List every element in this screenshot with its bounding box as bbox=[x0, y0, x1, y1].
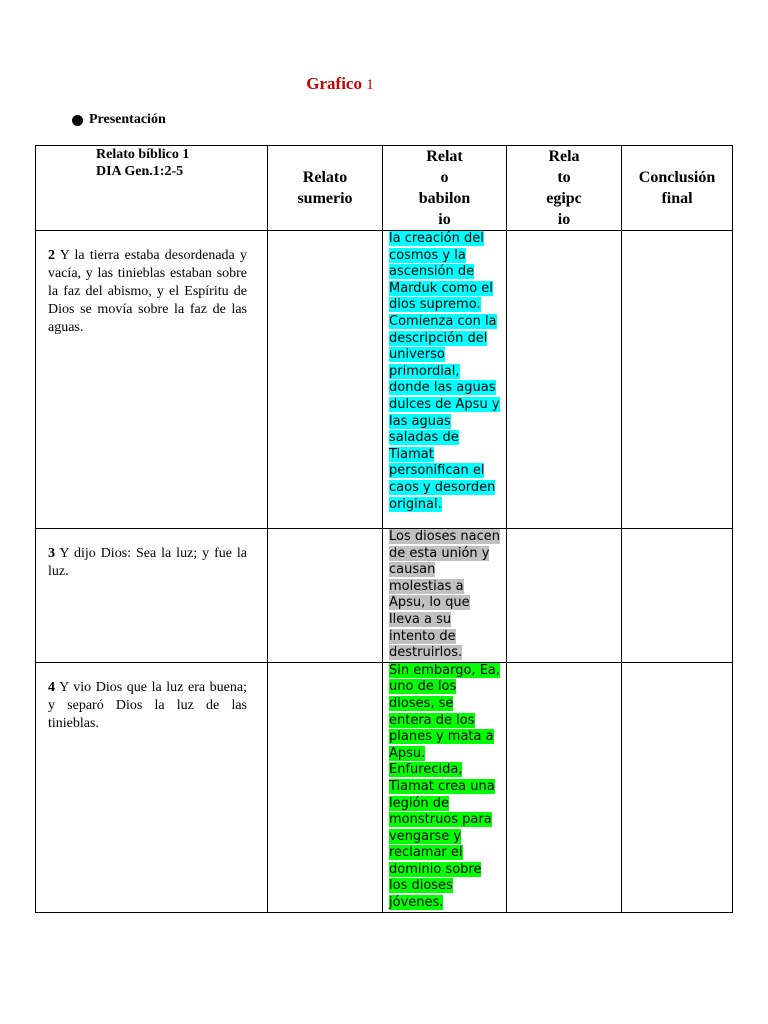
sumerian-cell bbox=[268, 231, 383, 529]
bullet-label: Presentación bbox=[89, 112, 166, 127]
egyptian-cell bbox=[507, 231, 622, 529]
sumerian-cell bbox=[268, 662, 383, 912]
egyptian-cell bbox=[507, 529, 622, 663]
header-sumerian: Relato sumerio bbox=[268, 146, 383, 231]
header-babylonian: Relat o babilon io bbox=[383, 146, 507, 231]
verse-cell: 2 Y la tierra estaba desordenada y vacía, y las tinieblas estaban sobre la faz del abismo, y el Espíritu de Dios se movía sobre la faz de las aguas. bbox=[36, 231, 268, 529]
conclusion-cell bbox=[622, 662, 733, 912]
babylonian-text: Sin embargo, Ea, uno de los dioses, se entera de los planes y mata a Apsu. Enfurecida, Tiamat crea una legión de monstruos para vengarse y reclamar el dominio sobre los dioses jóvenes. bbox=[389, 662, 501, 911]
header-conclusion: Conclusión final bbox=[622, 146, 733, 231]
bullet-icon bbox=[72, 115, 83, 126]
table-row bbox=[36, 662, 733, 912]
babylonian-text: Los dioses nacen de esta unión y causan molestias a Apsu, lo que lleva a su intento de destruirlos. bbox=[389, 529, 500, 661]
comparison-table bbox=[35, 145, 733, 913]
bullet-item-presentacion bbox=[72, 112, 166, 128]
babylonian-cell bbox=[383, 231, 507, 529]
conclusion-cell bbox=[622, 231, 733, 529]
egyptian-cell bbox=[507, 662, 622, 912]
sumerian-cell bbox=[268, 529, 383, 663]
table-row bbox=[36, 529, 733, 663]
babylonian-cell bbox=[383, 662, 507, 912]
header-egyptian: Rela to egipc io bbox=[507, 146, 622, 231]
babylonian-text: la creación del cosmos y la ascensión de Marduk como el dios supremo. Comienza con la descripción del universo primordial, donde las aguas dulces de Apsu y las aguas saladas de Tiamat personifican el caos y desorden original. bbox=[389, 231, 500, 512]
table-row bbox=[36, 231, 733, 529]
page-title: Grafico 1 bbox=[306, 74, 374, 93]
babylonian-cell bbox=[383, 529, 507, 663]
table-header-row bbox=[36, 146, 733, 231]
conclusion-cell bbox=[622, 529, 733, 663]
header-biblical: Relato bíblico 1 DIA Gen.1:2-5 bbox=[36, 146, 268, 231]
verse-cell: 3 Y dijo Dios: Sea la luz; y fue la luz. bbox=[36, 529, 268, 663]
verse-cell: 4 Y vio Dios que la luz era buena; y separó Dios la luz de las tinieblas. bbox=[36, 662, 268, 912]
